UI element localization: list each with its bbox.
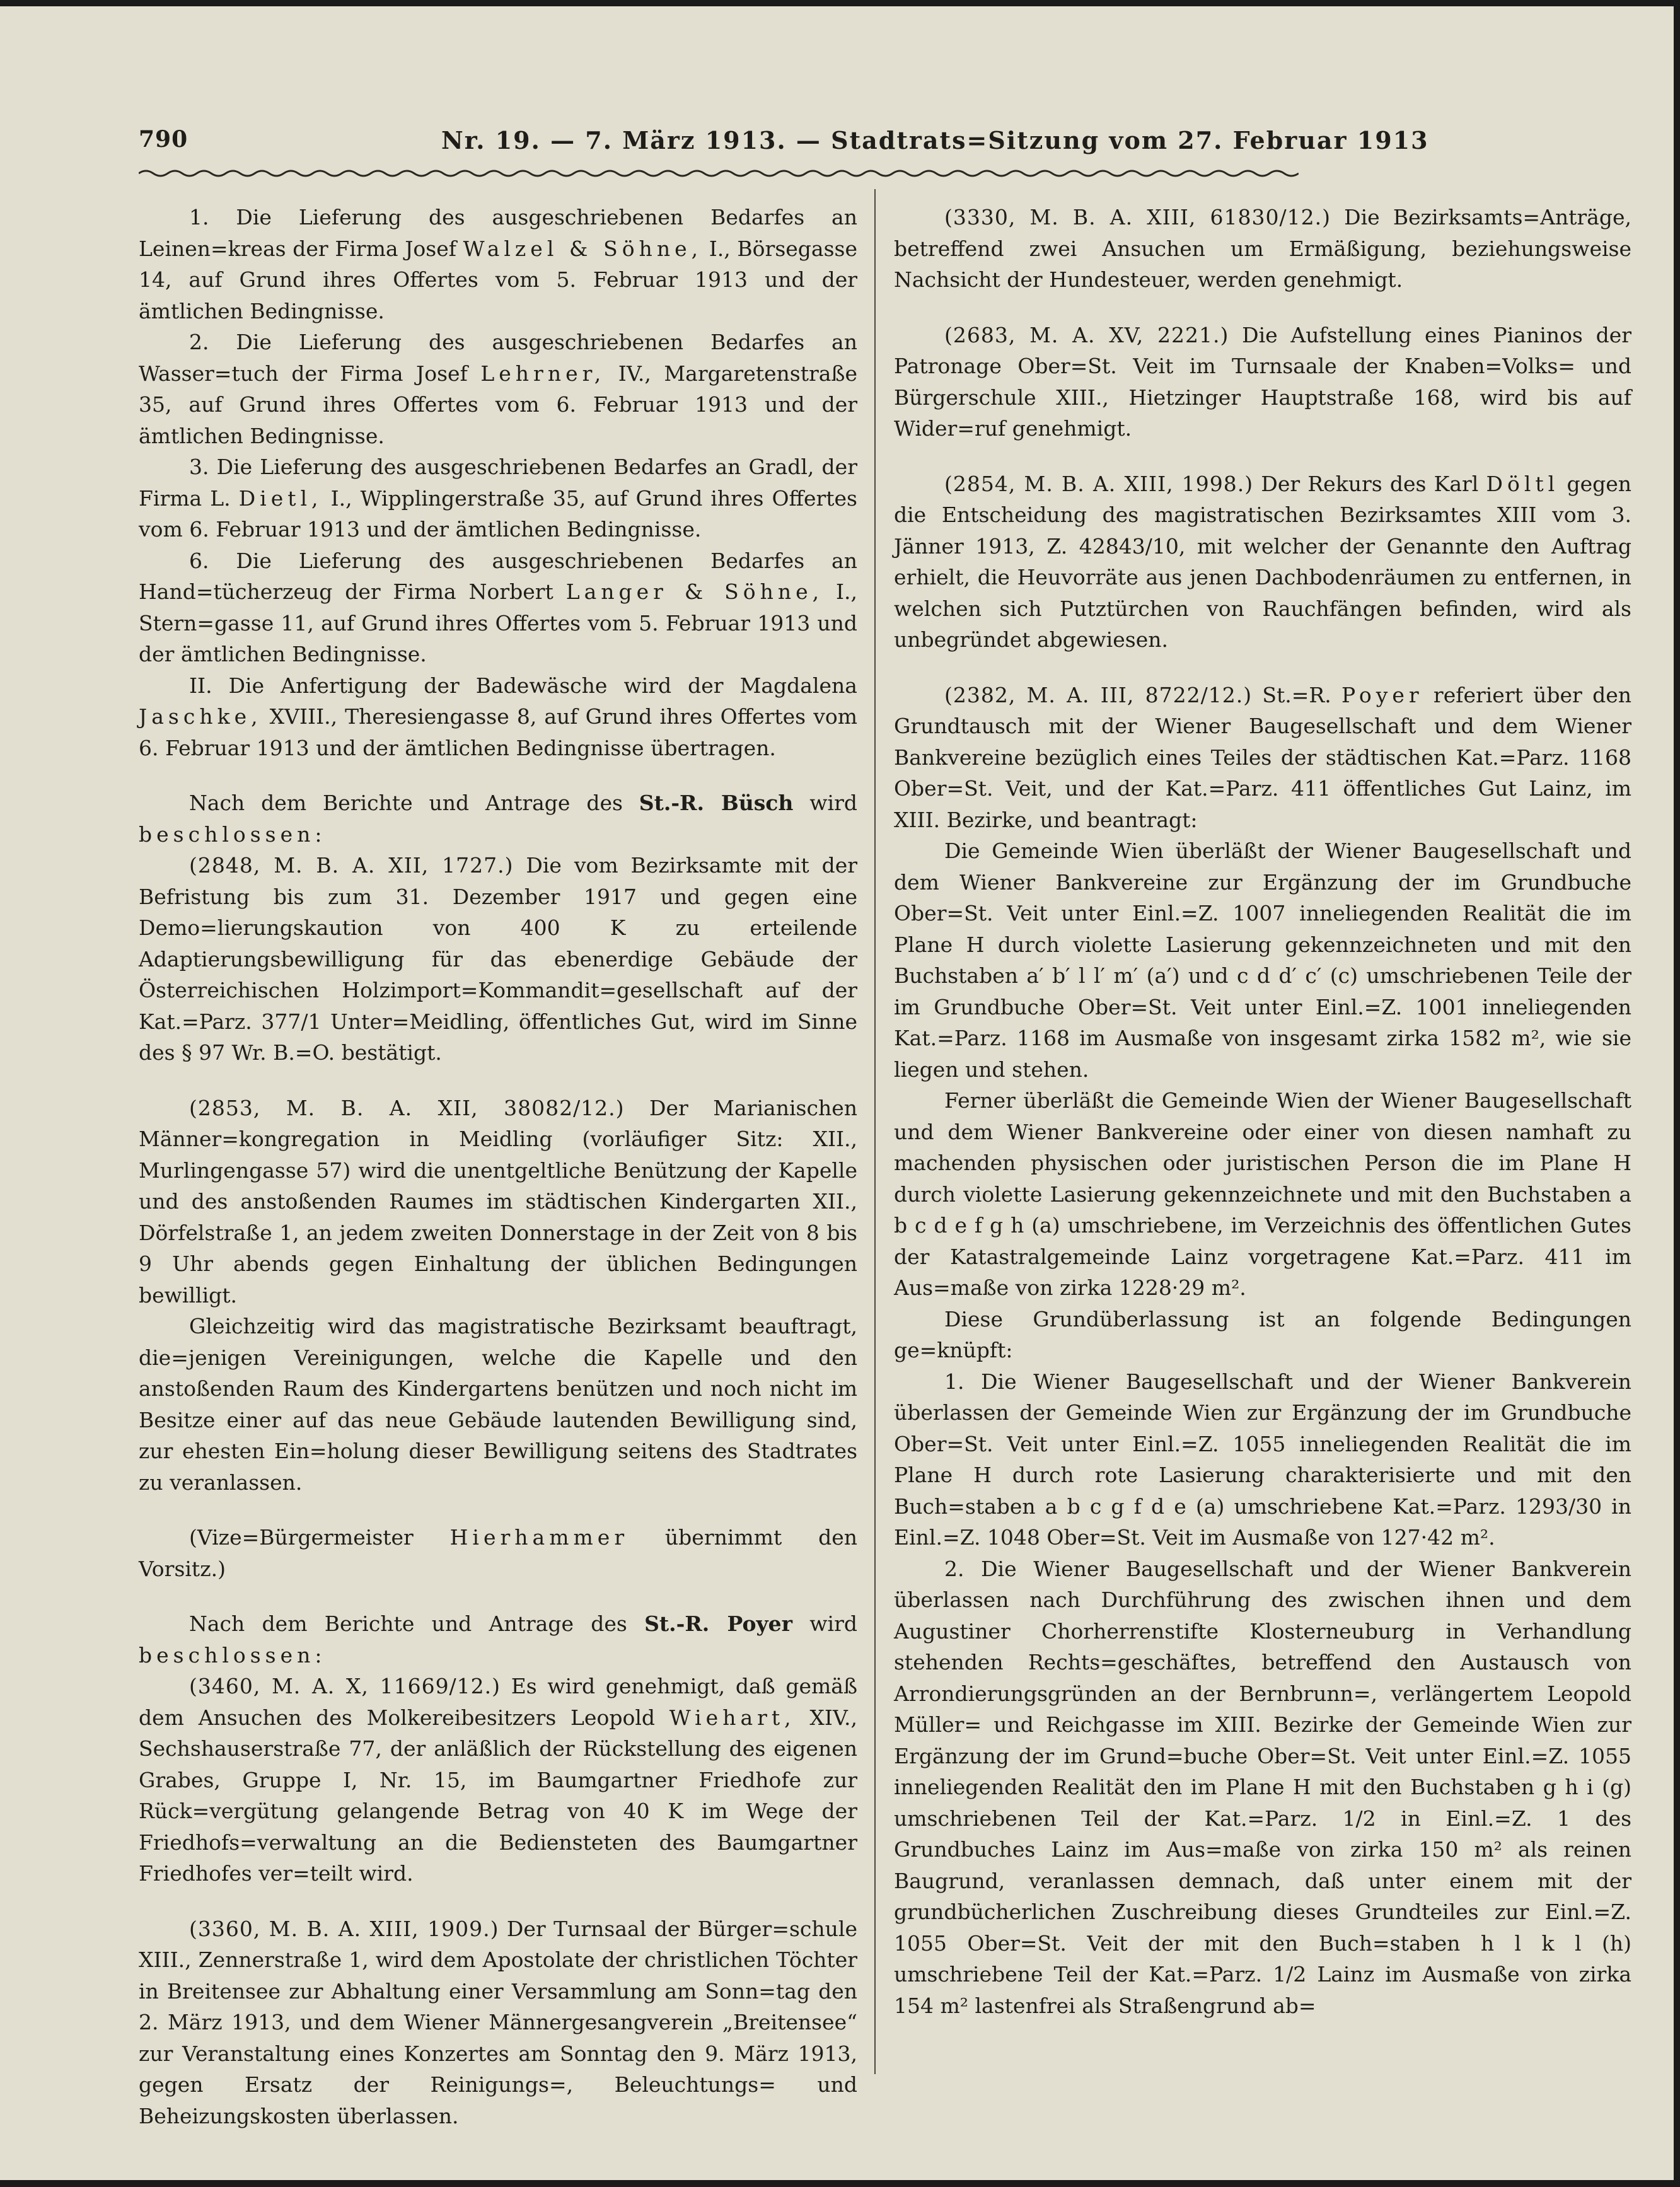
- header-title: Nr. 19. — 7. März 1913. — Stadtrats=Sitzung vom 27. Februar 1913: [441, 126, 1429, 154]
- running-head: [139, 126, 1429, 164]
- resolution-2853-cont: Gleichzeitig wird das magistratische Bezirksamt beauftragt, die=jenigen Vereinigungen, welche die Kapelle und den anstoßenden Raum des Kindergartens benützen und noch nicht im Besitze einer auf das neue Gebäude lautenden Bewilligung sind, zur ehesten Ein=holung dieser Bewilligung seitens des Stadtrates zu veranlassen.: [139, 1314, 857, 1495]
- file-reference: (2848, M. B. A. XII, 1727.): [189, 853, 514, 878]
- right-column: [894, 202, 1631, 2021]
- firm-name: Lehrner,: [480, 361, 606, 386]
- file-reference: (3360, M. B. A. XIII, 1909.): [189, 1916, 499, 1941]
- file-reference: (2382, M. A. III, 8722/12.): [944, 682, 1253, 707]
- file-reference: (2683, M. A. XV, 2221.): [944, 322, 1229, 347]
- page-number: 790: [139, 126, 188, 153]
- condition-1: 1. Die Wiener Baugesellschaft und der Wiener Bankverein überlassen der Gemeinde Wien zur Ergänzung der im Grundbuche Ober=St. Veit unter Einl.=Z. 1055 inneliegenden Realität die im Plane H durch rote Lasierung charakterisierte und mit den Buch=staben a b c g f d e (a) umschriebene Kat.=Parz. 1293/30 in Einl.=Z. 1048 Ober=St. Veit im Ausmaße von 127·42 m².: [894, 1369, 1631, 1550]
- person-name: Jaschke,: [139, 704, 262, 729]
- resolved-label: beschlossen:: [139, 821, 327, 847]
- resolution-2382: (2382, M. A. III, 8722/12.) St.=R. Poyer referiert über den Grundtausch mit der Wiener Baugesellschaft und dem Wiener Bankvereine bezüglich eines Teiles der städtischen Kat.=Parz. 1168 Ober=St. Veit, und der Kat.=Parz. 411 öffentliches Gut Lainz, im XIII. Bezirke, und beantragt:: [894, 682, 1631, 832]
- file-reference: (3460, M. A. X, 11669/12.): [189, 1674, 501, 1698]
- councillor-name: St.-R. Poyer: [644, 1611, 793, 1636]
- councillor-name: Poyer: [1341, 682, 1423, 707]
- land-transfer-1: Die Gemeinde Wien überläßt der Wiener Baugesellschaft und dem Wiener Bankvereine zur Ergänzung der im Grundbuche Ober=St. Veit unter Einl.=Z. 1007 inneliegenden Realität die im Plane H durch violette Lasierung gekennzeichneten und mit den Buchstaben a′ b′ l l′ m′ (a′) und c d d′ c′ (c) umschriebenen Teile der im Grundbuche Ober=St. Veit unter Einl.=Z. 1001 inneliegenden Kat.=Parz. 1168 im Ausmaße von insgesamt zirka 1582 m², wie sie liegen und stehen.: [894, 838, 1631, 1082]
- firm-name: Dietl,: [238, 485, 323, 511]
- condition-2: 2. Die Wiener Baugesellschaft und der Wiener Bankverein überlassen nach Durchführung des zwischen ihnen und dem Augustiner Chorherrenstifte Klosterneuburg in Verhandlung stehenden Rechts=geschäftes, betreffend den Austausch von Arrondierungsgründen an der Bernbrunn=, verlängertem Leopold Müller= und Reichgasse im XIII. Bezirke der Gemeinde Wien zur Ergänzung der im Grund=buche Ober=St. Veit unter Einl.=Z. 1055 inneliegenden Realität den im Plane H mit den Buchstaben g h i (g) umschriebenen Teil der Kat.=Parz. 1/2 in Einl.=Z. 1 des Grundbuches Lainz im Aus=maße von zirka 150 m² als reinen Baugrund, veranlassen demnach, daß unter einem mit der grundbücherlichen Zuschreibung dieses Grundteiles zur Einl.=Z. 1055 Ober=St. Veit der mit den Buch=staben h l k l (h) umschriebene Teil der Kat.=Parz. 1/2 Lainz im Ausmaße von zirka 154 m² lastenfrei als Straßengrund ab=: [894, 1556, 1631, 2018]
- councillor-name: St.-R. Büsch: [639, 791, 794, 815]
- scan-border-right: [1674, 0, 1680, 2187]
- scan-border-bottom: [0, 2180, 1680, 2187]
- resolution-2853: (2853, M. B. A. XII, 38082/12.) Der Marianischen Männer=kongregation in Meidling (vorläufiger Sitz: XII., Murlingengasse 57) wird die unentgeltliche Benützung der Kapelle und des anstoßenden Raumes im städtischen Kindergarten XII., Dörfelstraße 1, an jedem zweiten Donnerstage in der Zeit von 8 bis 9 Uhr abends gegen Einhaltung der üblichen Bedingungen bewilligt.: [139, 1095, 857, 1308]
- item-II: II. Die Anfertigung der Badewäsche wird der Magdalena Jaschke, XVIII., Theresiengasse 8, auf Grund ihres Offertes vom 6. Februar 1913 und der ämtlichen Bedingnisse übertragen.: [139, 673, 857, 760]
- scan-border-top: [0, 0, 1680, 6]
- resolution-3360: (3360, M. B. A. XIII, 1909.) Der Turnsaal der Bürger=schule XIII., Zennerstraße 1, wird dem Apostolate der christlichen Töchter in Breitensee zur Abhaltung einer Versammlung am Sonn=tag den 2. März 1913, und dem Wiener Männergesangverein „Breitensee“ zur Veranstaltung eines Konzertes am Sonntag den 9. März 1913, gegen Ersatz der Reinigungs=, Beleuchtungs= und Beheizungskosten überlassen.: [139, 1916, 857, 2128]
- file-reference: (2853, M. B. A. XII, 38082/12.): [189, 1095, 625, 1120]
- file-reference: (3330, M. B. A. XIII, 61830/12.): [944, 205, 1331, 229]
- left-column: [139, 202, 857, 2132]
- firm-name: Langer & Söhne,: [565, 579, 824, 604]
- person-name: Wiehart,: [669, 1705, 796, 1730]
- item-1: 1. Die Lieferung des ausgeschriebenen Bedarfes an Leinen=kreas der Firma Josef Walzel & Söhne, I., Börsegasse 14, auf Grund ihres Offertes vom 5. Februar 1913 und der ämtlichen Bedingnisse.: [139, 205, 857, 323]
- resolution-2848: (2848, M. B. A. XII, 1727.) Die vom Bezirksamte mit der Befristung bis zum 31. Dezember 1917 und gegen eine Demo=lierungskaution von 400 K zu erteilende Adaptierungsbewilligung für das ebenerdige Gebäude der Österreichischen Holzimport=Kommandit=gesellschaft auf der Kat.=Parz. 377/1 Unter=Meidling, öffentliches Gut, wird im Sinne des § 97 Wr. B.=O. bestätigt.: [139, 853, 857, 1065]
- resolution-2854: (2854, M. B. A. XIII, 1998.) Der Rekurs des Karl Döltl gegen die Entscheidung des magistratischen Bezirksamtes XIII vom 3. Jänner 1913, Z. 42843/10, mit welcher der Genannte den Auftrag erhielt, die Heuvorräte aus jenen Dachbodenräumen zu entfernen, in welchen sich Putztürchen von Rauchfängen befinden, wird als unbegründet abgewiesen.: [894, 471, 1631, 652]
- resolution-2683: (2683, M. A. XV, 2221.) Die Aufstellung eines Pianinos der Patronage Ober=St. Veit im Turnsaale der Knaben=Volks= und Bürgerschule XIII., Hietzinger Hauptstraße 168, wird bis auf Wider=ruf genehmigt.: [894, 322, 1631, 441]
- file-reference: (2854, M. B. A. XIII, 1998.): [944, 471, 1254, 496]
- resolution-intro-2: Nach dem Berichte und Antrage des St.-R. Poyer wird beschlossen:: [139, 1611, 857, 1668]
- column-divider: [874, 189, 876, 2074]
- item-6: 6. Die Lieferung des ausgeschriebenen Bedarfes an Hand=tücherzeug der Firma Norbert Langer & Söhne, I., Stern=gasse 11, auf Grund ihres Offertes vom 5. Februar 1913 und der ämtlichen Bedingnisse.: [139, 548, 857, 666]
- wavy-rule: [139, 167, 1299, 180]
- conditions-intro: Diese Grundüberlassung ist an folgende Bedingungen ge=knüpft:: [894, 1306, 1631, 1362]
- firm-name: Walzel & Söhne,: [463, 236, 703, 261]
- person-name: Hierhammer: [449, 1525, 629, 1550]
- item-2: 2. Die Lieferung des ausgeschriebenen Bedarfes an Wasser=tuch der Firma Josef Lehrner, IV., Margaretenstraße 35, auf Grund ihres Offertes vom 6. Februar 1913 und der ämtlichen Bedingnisse.: [139, 330, 857, 448]
- resolution-3460: (3460, M. A. X, 11669/12.) Es wird genehmigt, daß gemäß dem Ansuchen des Molkereibesitzers Leopold Wiehart, XIV., Sechshauserstraße 77, der anläßlich der Rückstellung des eigenen Grabes, Gruppe I, Nr. 15, im Baumgartner Friedhofe zur Rück=vergütung gelangende Betrag von 40 K im Wege der Friedhofs=verwaltung an die Bediensteten des Baumgartner Friedhofes ver=teilt wird.: [139, 1674, 858, 1886]
- item-3: 3. Die Lieferung des ausgeschriebenen Bedarfes an Gradl, der Firma L. Dietl, I., Wipplingerstraße 35, auf Grund ihres Offertes vom 6. Februar 1913 und der ämtlichen Bedingnisse.: [139, 455, 857, 542]
- land-transfer-2: Ferner überläßt die Gemeinde Wien der Wiener Baugesellschaft und dem Wiener Bankvereine oder einer von diesen namhaft zu machenden physischen oder juristischen Person die im Plane H durch violette Lasierung gekennzeichnete und mit den Buchstaben a b c d e f g h (a) umschriebene, im Verzeichnis des öffentlichen Gutes der Katastralgemeinde Lainz vorgetragene Kat.=Parz. 411 im Aus=maße von zirka 1228·29 m².: [894, 1088, 1631, 1300]
- person-name: Döltl: [1486, 471, 1560, 496]
- chair-change-note: (Vize=Bürgermeister Hierhammer übernimmt den Vorsitz.): [139, 1525, 857, 1581]
- resolved-label: beschlossen:: [139, 1642, 327, 1668]
- resolution-3330: (3330, M. B. A. XIII, 61830/12.) Die Bezirksamts=Anträge, betreffend zwei Ansuchen um Ermäßigung, beziehungsweise Nachsicht der Hundesteuer, werden genehmigt.: [894, 205, 1632, 292]
- resolution-intro: Nach dem Berichte und Antrage des St.-R. Büsch wird beschlossen:: [139, 791, 857, 847]
